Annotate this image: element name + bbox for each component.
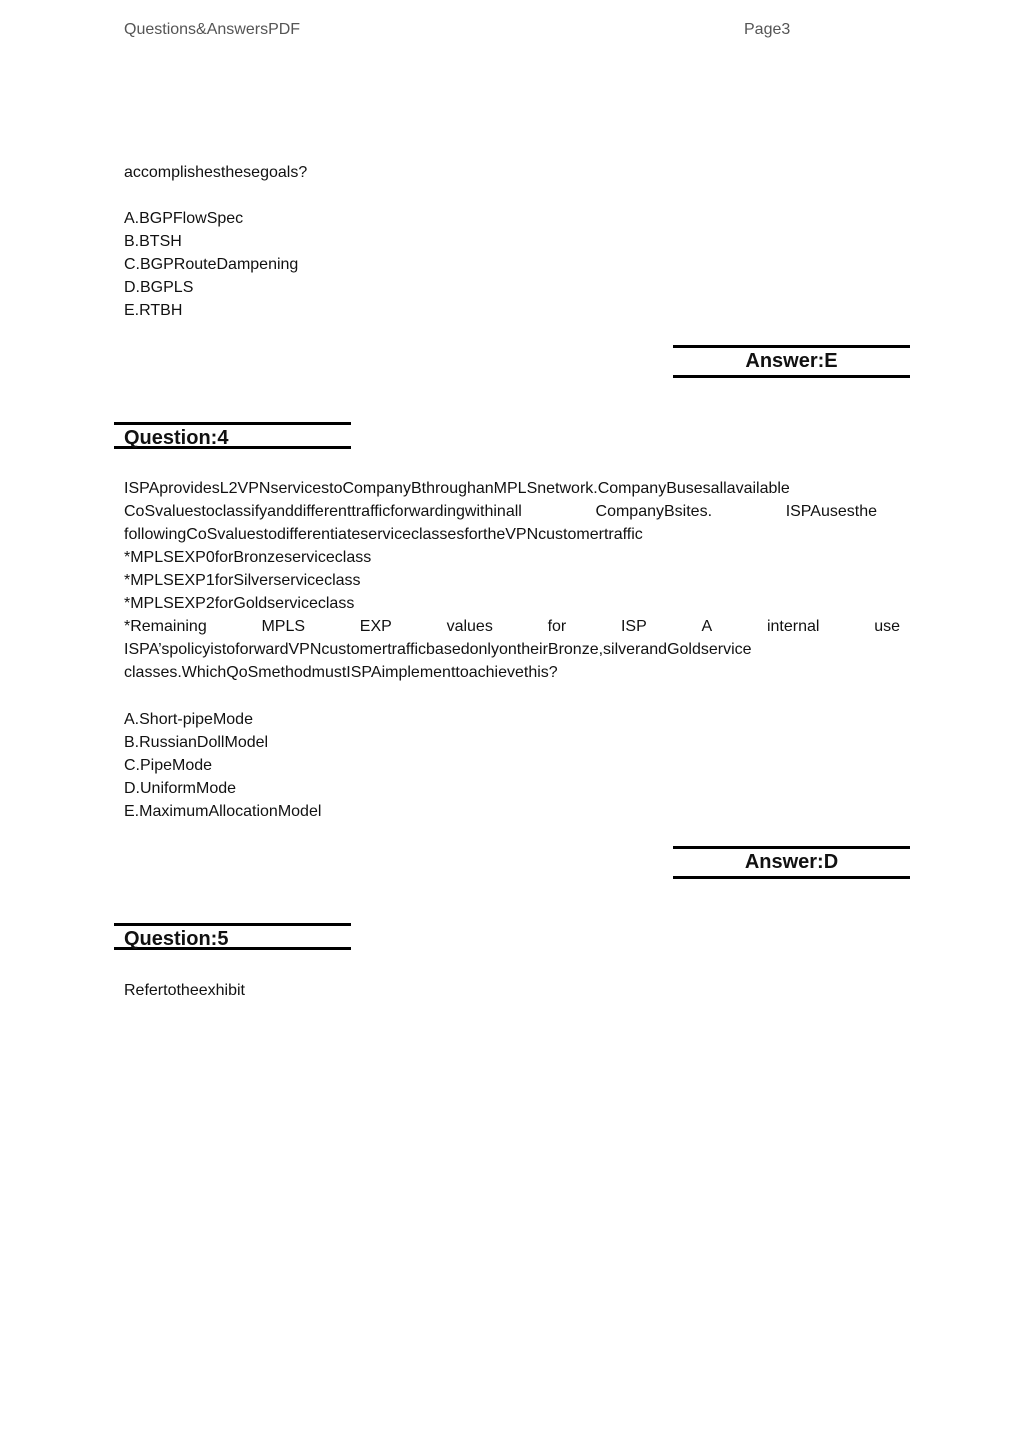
option-d: D.BGPLS [124,279,194,296]
answer-box-q4: Answer:D [673,846,910,879]
question-3-stem [124,161,900,184]
q4-word: CompanyBsites. [595,503,713,520]
q4-body-line: *MPLSEXP1forSilverserviceclass [124,572,361,589]
q4-body-line: followingCoSvaluestodifferentiateserviceclassesfortheVPNcustomertraffic [124,526,643,543]
q5-body-line: Refertotheexhibit [124,982,245,999]
q4-word: CoSvaluestoclassifyanddifferenttrafficforwardingwithinall [124,503,522,520]
question-3-stem-text: accomplishesthesegoals? [124,164,308,181]
q4-word: values [446,618,493,635]
q4-body-line: *MPLSEXP2forGoldserviceclass [124,595,355,612]
question-4-options [124,708,900,823]
option-a: A.Short-pipeMode [124,711,253,728]
option-e: E.RTBH [124,302,183,319]
option-e: E.MaximumAllocationModel [124,803,322,820]
question-3-options [124,207,900,322]
option-b: B.BTSH [124,233,182,250]
page-number: Page3 [744,21,791,38]
option-b: B.RussianDollModel [124,734,269,751]
q4-word: A [701,618,713,635]
header-title: Questions&AnswersPDF [124,21,301,38]
option-c: C.PipeMode [124,757,213,774]
q4-word: internal [766,618,820,635]
question-4-body [124,477,900,684]
q4-word: for [547,618,567,635]
q4-body-line-justified [124,615,900,638]
answer-box-q3: Answer:E [673,345,910,378]
q4-body-line: *MPLSEXP0forBronzeserviceclass [124,549,372,566]
q4-body-line: ISPAprovidesL2VPNservicestoCompanyBthroughanMPLSnetwork.CompanyBusesallavailable [124,480,790,497]
question-4-title: Question:4 [114,422,351,449]
q4-word: ISP [620,618,647,635]
option-a: A.BGPFlowSpec [124,210,244,227]
q4-word: ISPAusesthe [785,503,877,520]
q4-word: MPLS [261,618,306,635]
option-d: D.UniformMode [124,780,237,797]
q4-body-line-justified [124,500,877,523]
question-5-title: Question:5 [114,923,351,950]
q4-word: use [874,618,900,635]
q4-word: *Remaining [124,618,207,635]
option-c: C.BGPRouteDampening [124,256,299,273]
q4-body-line: classes.WhichQoSmethodmustISPAimplementtoachievethis? [124,664,558,681]
question-5-body [124,979,900,1002]
q4-word: EXP [359,618,392,635]
q4-body-line: ISPA’spolicyistoforwardVPNcustomertrafficbasedonlyontheirBronze,silverandGoldservice [124,641,752,658]
